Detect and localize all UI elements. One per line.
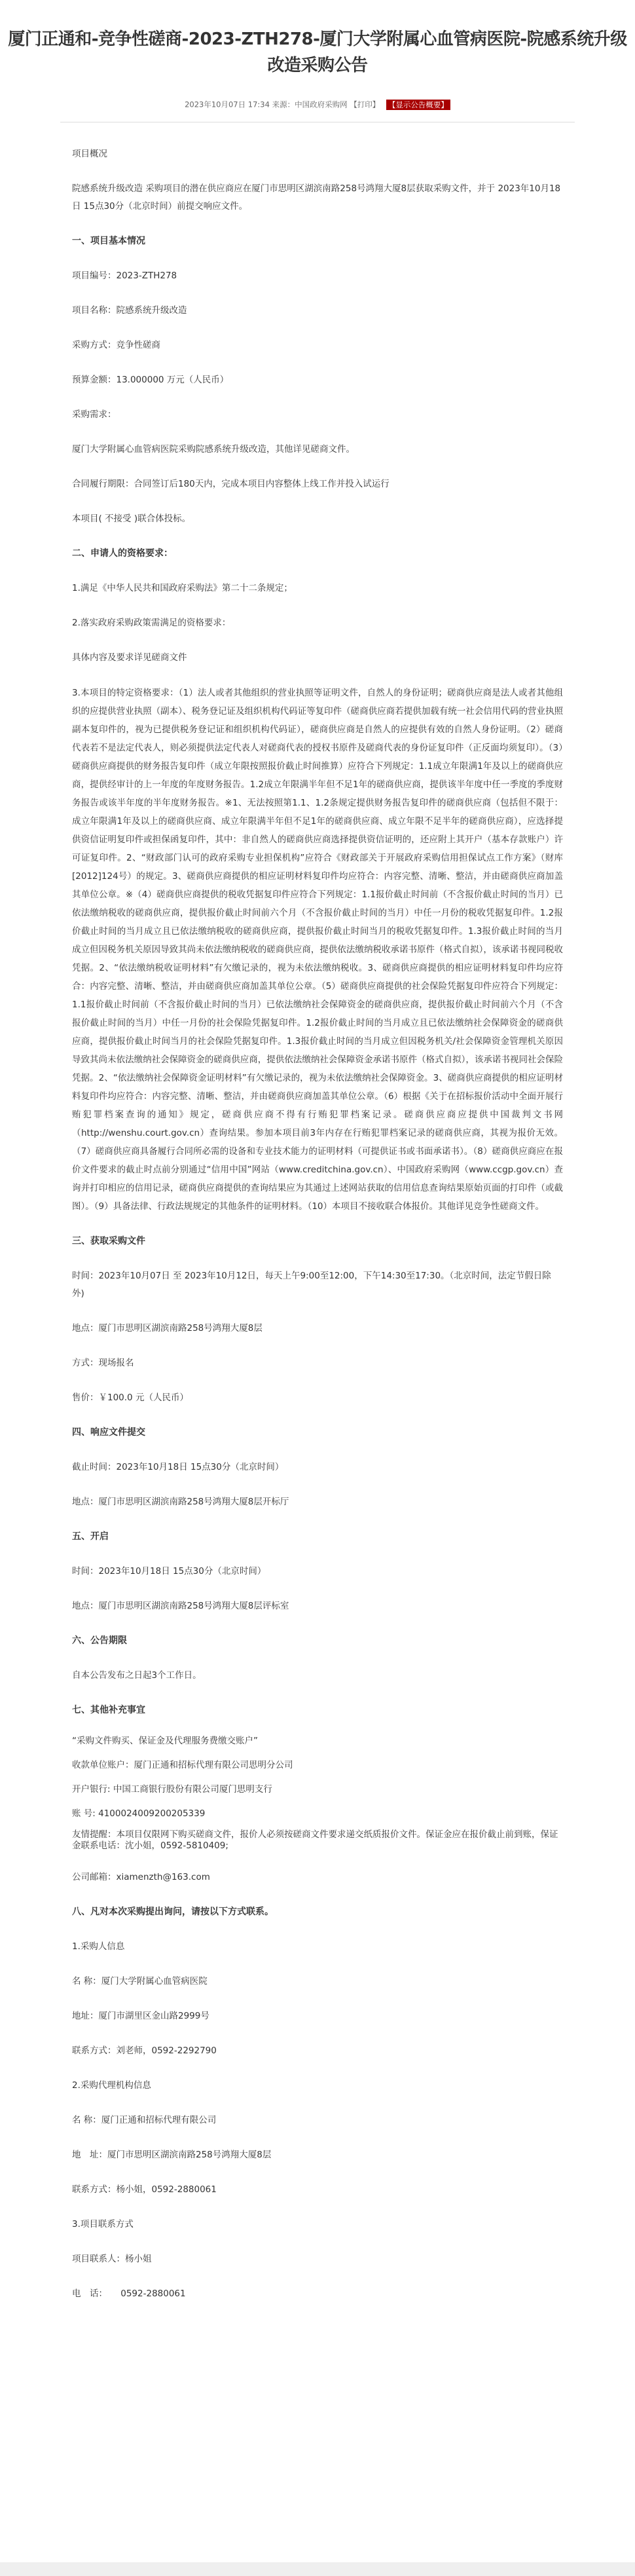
project-contact-phone: 电 话： 0592-2880061 <box>72 2288 186 2299</box>
doc-acquire-place: 地点：厦门市思明区湖滨南路258号鸿翔大厦8层 <box>72 1322 263 1334</box>
project-number: 项目编号：2023-ZTH278 <box>72 270 177 281</box>
show-summary-button[interactable]: 【显示公告概要】 <box>386 100 450 110</box>
doc-price: 售价：￥100.0 元（人民币） <box>72 1392 189 1403</box>
section7-heading: 七、其他补充事宜 <box>72 1704 145 1715</box>
agency-contact: 联系方式：杨小姐，0592-2880061 <box>72 2184 217 2195</box>
page-title: 厦门正通和-竞争性磋商-2023-ZTH278-厦门大学附属心血管病医院-院感系统升级改造采购公告 <box>8 29 627 75</box>
source-name: 中国政府采购网 <box>295 100 348 109</box>
project-name: 项目名称：院感系统升级改造 <box>72 305 187 316</box>
agency-name: 名 称：厦门正通和招标代理有限公司 <box>72 2114 217 2125</box>
demand-text: 厦门大学附属心血管病医院采购院感系统升级改造，其他详见磋商文件。 <box>72 443 355 455</box>
purchaser-contact: 联系方式：刘老师，0592-2292790 <box>72 2045 217 2056</box>
footer-band <box>0 2562 635 2576</box>
consortium-note: 本项目( 不接受 )联合体投标。 <box>72 513 191 524</box>
qualification-item-2-detail: 具体内容及要求详见磋商文件 <box>72 652 187 663</box>
payee-account: 收款单位账户：厦门正通和招标代理有限公司思明分公司 <box>72 1759 293 1770</box>
doc-acquire-time: 时间：2023年10月07日 至 2023年10月12日，每天上午9:00至12:00，下午14:30至17:30。（北京时间，法定节假日除外) <box>72 1270 551 1299</box>
project-contact-person: 项目联系人：杨小姐 <box>72 2253 152 2264</box>
contract-term: 合同履行期限：合同签订后180天内，完成本项目内容整体上线工作并投入试运行 <box>72 478 390 489</box>
purchaser-address: 地址：厦门市湖里区金山路2999号 <box>72 2010 209 2021</box>
print-link[interactable]: 【打印】 <box>350 100 380 109</box>
account-title: “采购文件购买、保证金及代理服务费缴交账户” <box>72 1735 258 1746</box>
opening-time: 时间：2023年10月18日 15点30分（北京时间） <box>72 1565 266 1577</box>
section4-heading: 四、响应文件提交 <box>72 1427 145 1438</box>
doc-acquire-method: 方式：现场报名 <box>72 1357 134 1368</box>
overview-text: 院感系统升级改造 采购项目的潜在供应商应在厦门市思明区湖滨南路258号鸿翔大厦8层获取采购文件，并于 2023年10月18日 15点30分（北京时间）前提交响应文件。 <box>72 183 561 212</box>
meta-bar <box>0 98 635 111</box>
company-email[interactable]: 公司邮箱：xiamenzth@163.com <box>72 1871 210 1882</box>
opening-place: 地点：厦门市思明区湖滨南路258号鸿翔大厦8层评标室 <box>72 1600 289 1611</box>
account-number: 账 号: 4100024009200205339 <box>72 1808 206 1819</box>
announcement-body <box>0 145 635 2303</box>
section2-heading: 二、申请人的资格要求： <box>72 548 173 559</box>
source-label: 来源： <box>272 100 295 109</box>
submission-place: 地点：厦门市思明区湖滨南路258号鸿翔大厦8层开标厅 <box>72 1496 289 1507</box>
demand-label: 采购需求： <box>72 409 117 420</box>
overview-heading: 项目概况 <box>72 148 107 159</box>
bank-name: 开户银行: 中国工商银行股份有限公司厦门思明支行 <box>72 1783 272 1795</box>
purchaser-name: 名 称：厦门大学附属心血管病医院 <box>72 1975 208 1987</box>
section5-heading: 五、开启 <box>72 1531 109 1542</box>
purchaser-info-title: 1.采购人信息 <box>72 1941 125 1952</box>
section6-heading: 六、公告期限 <box>72 1635 127 1646</box>
announcement-period: 自本公告发布之日起3个工作日。 <box>72 1670 202 1681</box>
agency-info-title: 2.采购代理机构信息 <box>72 2080 151 2091</box>
section8-heading: 八、凡对本次采购提出询问，请按以下方式联系。 <box>72 1906 274 1917</box>
agency-address: 地 址：厦门市思明区湖滨南路258号鸿翔大厦8层 <box>72 2149 272 2160</box>
procurement-method: 采购方式：竞争性磋商 <box>72 339 160 350</box>
section1-heading: 一、项目基本情况 <box>72 235 145 246</box>
qualification-item-2: 2.落实政府采购政策需满足的资格要求： <box>72 617 231 628</box>
section3-heading: 三、获取采购文件 <box>72 1235 145 1246</box>
qualification-item-1: 1.满足《中华人民共和国政府采购法》第二十二条规定； <box>72 582 293 593</box>
budget-amount: 预算金额：13.000000 万元（人民币） <box>72 374 229 385</box>
publish-date: 2023年10月07日 17:34 <box>185 100 270 109</box>
submission-deadline: 截止时间：2023年10月18日 15点30分（北京时间） <box>72 1461 284 1472</box>
project-contact-title: 3.项目联系方式 <box>72 2218 134 2230</box>
friendly-reminder: 友情提醒：本项目仅限网下购买磋商文件，报价人必须按磋商文件要求递交纸质报价文件。保证金应在报价截止前到账，保证金联系电话：沈小姐，0592-5810409; <box>72 1829 558 1851</box>
qualification-item-3: 3.本项目的特定资格要求：（1）法人或者其他组织的营业执照等证明文件，自然人的身份证明；磋商供应商是法人或者其他组织的应提供营业执照（副本）、税务登记证及组织机构代码证等复印件（磋商供应商若提供加载有统一社会信用代码的营业执照副本复印件的，视为已提供税务登记证和组织机构代码证），磋商供应商是自然人的应提供有效的自然人身份证明。（2）磋商代表若不是法定代表人，则必须提供法定代表人对磋商代表的授权书原件及磋商代表的身份证复印件（正反面均须复印）。（3）磋商供应商提供的财务报告复印件（成立年限按照报价截止时间推算）应符合下列规定：1.1成立年限满1年及以上的磋商供应商，提供经审计的上一年度的年度财务报告。1.2成立年限满半年但不足1年的磋商供应商，提供该半年度中任一季度的季度财务报告或该半年度的半年度财务报告。※1、无法按照第1.1、1.2条规定提供财务报告复印件的磋商供应商（包括但不限于：成立年限满1年及以上的磋商供应商、成立年限满半年但不足1年的磋商供应商、成立年限不足半年的磋商供应商），应选择提供资信证明复印件或担保函复印件，其中：非自然人的磋商供应商选择提供资信证明的，还应附上其开户（基本存款账户）许可证复印件。2、“财政部门认可的政府采购专业担保机构”应符合《财政部关于开展政府采购信用担保试点工作方案》（财库[2012]124号）的规定。3、磋商供应商提供的相应证明材料复印件均应符合：内容完整、清晰、整洁，并由磋商供应商加盖其单位公章。※（4）磋商供应商提供的税收凭据复印件应符合下列规定：1.1报价截止时间前（不含报价截止时间的当月）已依法缴纳税收的磋商供应商，提供报价截止时间前六个月（不含报价截止时间的当月）中任一月份的税收凭据复印件。1.2报价截止时间的当月成立且已依法缴纳税收的磋商供应商，提供报价截止时间当月的税收凭据复印件。1.3报价截止时间的当月成立但因税务机关原因导致其尚未依法缴纳税收的磋商供应商，提供依法缴纳税收承诺书原件（格式自拟），该承诺书视同税收凭据。2、“依法缴纳税收证明材料”有欠缴记录的，视为未依法缴纳税收。3、磋商供应商提供的相应证明材料复印件均应符合：内容完整、清晰、整洁，并由磋商供应商加盖其单位公章。（5）磋商供应商提供的社会保险凭据复印件应符合下列规定：1.1报价截止时间前（不含报价截止时间的当月）已依法缴纳社会保障资金的磋商供应商，提供报价截止时间前六个月（不含报价截止时间的当月）中任一月份的社会保险凭据复印件。1.2报价截止时间的当月成立且已依法缴纳社会保障资金的磋商供应商，提供报价截止时间当月的社会保险凭据复印件。1.3报价截止时间的当月成立但因税务机关/社会保障资金管理机关原因导致其尚未依法缴纳社会保障资金的磋商供应商，提供依法缴纳社会保障资金承诺书原件（格式自拟），该承诺书视同社会保险凭据。2、“依法缴纳社会保障资金证明材料”有欠缴记录的，视为未依法缴纳社会保障资金。3、磋商供应商提供的相应证明材料复印件均应符合：内容完整、清晰、整洁，并由磋商供应商加盖其单位公章。（6）根据《关于在招标报价活动中全面开展行贿犯罪档案查询的通知》规定，磋商供应商不得有行贿犯罪档案记录。磋商供应商应提供中国裁判文书网（http://wenshu.court.gov.cn）查询结果。参加本项目前3年内存在行贿犯罪档案记录的磋商供应商，其视为报价无效。（7）磋商供应商具备履行合同所必需的设备和专业技术能力的证明材料（可提供证书或书面承诺书）。（8）磋商供应商应在报价文件要求的截止时点前分别通过“信用中国”网站（www.creditchina.gov.cn）、中国政府采购网（www.ccgp.gov.cn）查询并打印相应的信用记录，磋商供应商提供的查询结果应为其通过上述网站获取的信用信息查询结果原始页面的打印件（或截图）。（9）具备法律、行政法规规定的其他条件的证明材料。（10）本项目不接收联合体报价。其他详见竞争性磋商文件。 <box>72 687 563 1212</box>
